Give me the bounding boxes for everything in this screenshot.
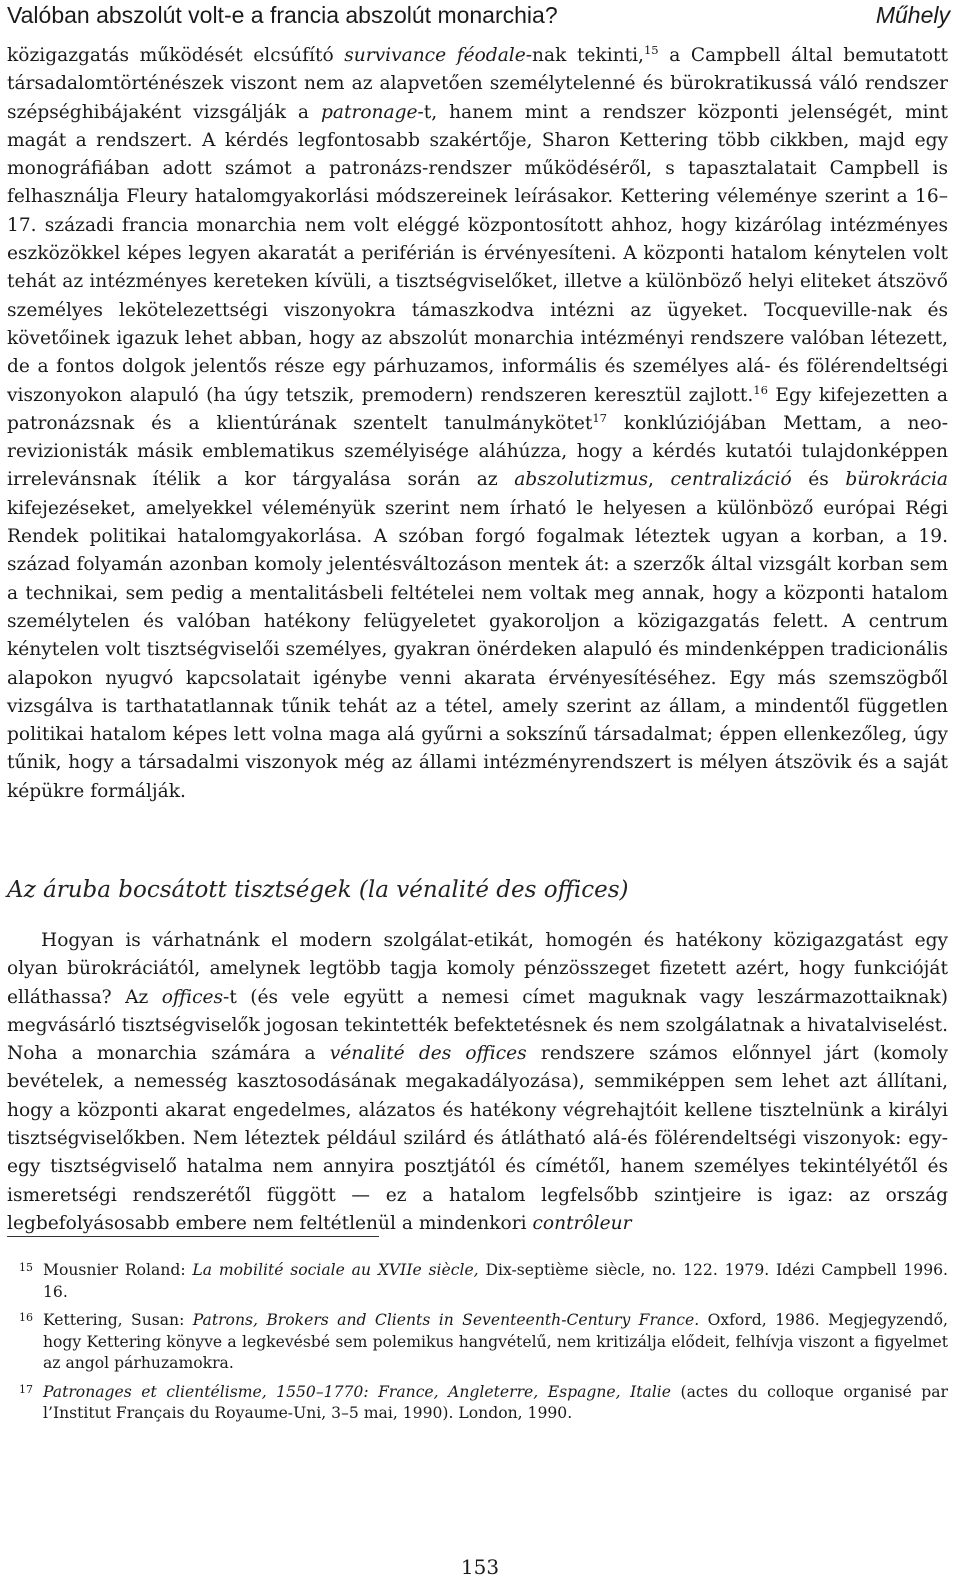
italic-term: abszolutizmus	[514, 469, 649, 491]
footnote-number: 17	[19, 1382, 33, 1396]
italic-term: patronage	[320, 101, 418, 123]
section-heading: Az áruba bocsátott tisztségek (la vénalité des offices)	[7, 877, 629, 903]
footnote-number: 16	[19, 1311, 33, 1324]
footnote-text: (actes du colloque organisé par l’Institut Français du Royaume-Uni, 3–5 mai, 1990). London, 1990.	[43, 1382, 948, 1422]
text-run: közigazgatás működését elcsúfító	[7, 45, 345, 66]
footnote-text: Mousnier Roland:	[43, 1261, 193, 1279]
footnote-ref-16: 16	[753, 382, 768, 397]
footnote-text: Dix-septième siècle, no. 122. 1979. Idézi Campbell 1996. 16.	[43, 1261, 948, 1301]
footnote-17	[7, 1382, 948, 1425]
main-body-text	[7, 42, 948, 806]
text-run: -t, hanem mint a rendszer központi jelenségét, mint magát a rendszert. A kérdés legfontosabb szakértője, Sharon Kettering több cikkben, majd egy monográfiában adott számot a patronázs-rendszer működéséről, s tapasztalatait Campbell is felhasználja Fleury hatalomgyakorlási módszereinek leírásakor. Kettering véleménye szerint a 16–17. századi francia monarchia nem volt eléggé központosított ahhoz, hogy kizárólag intézményes eszközökkel képes legyen akaratát a periférián is érvényesíteni. A központi hatalom kénytelen volt tehát az intézményes kereteken kívüli, a tisztségviselőket, illetve a különböző helyi eliteket átszövő személyes lekötelezettségi viszonyokra támaszkodva intézni az ügyeket. Tocqueville-nak és követőinek igazuk lehet abban, hogy az abszolút monarchia intézményi rendszere valóban létezett, de a fontos dolgok jelentős része egy párhuzamos, informális és személyes alá- és fölérendeltségi viszonyokon alapuló (ha úgy tetszik, premodern) rendszeren keresztül zajlott.	[7, 101, 948, 406]
italic-term: vénalité des offices	[329, 1043, 527, 1065]
footnote-text: Kettering, Susan:	[43, 1311, 193, 1329]
italic-term: centralizáció	[670, 469, 792, 491]
text-run: a Campbell által bemutatott társadalomtörténészek viszont nem az alapvetően személytelenné és bürokratikussá váló rendszer szépséghibájaként vizsgálják a	[7, 45, 948, 123]
italic-term: contrôleur	[532, 1212, 632, 1234]
footnote-16	[7, 1310, 948, 1375]
text-run: és	[791, 469, 846, 491]
running-title: Valóban abszolút volt-e a francia abszolút monarchia?	[7, 2, 558, 28]
paragraph-patronage	[7, 42, 948, 806]
text-run: -t (és vele együtt a nemesi címet maguknak vagy leszármazottaiknak) megvásárló tisztségviselők jogosan tekintették befektetésnek és nem szolgálatnak a hivatalviselést. Noha a monarchia számára a	[7, 986, 948, 1065]
text-run: ,	[648, 469, 671, 491]
text-run: Hogyan is várhatnánk el modern szolgálat-etikát, homogén és hatékony közigazgatást egy olyan bürokráciától, amelynek legtöbb tagja komoly pénzösszeget fizetett azért, hogy funkcióját elláthassa? Az	[7, 930, 948, 1008]
footnote-title: La mobilité sociale au XVIIe siècle,	[192, 1261, 479, 1279]
text-run: rendszere számos előnnyel járt (komoly bevételek, a nemesség kasztosodásának megakadályozása), semmiképpen sem lehet azt állítani, hogy a központi akarat engedelmes, alázatos és hatékony végrehajtóit kellene tisztelnünk a királyi tisztségviselőkben. Nem léteztek például szilárd és átlátható alá-és fölérendeltségi viszonyok: egy-egy tisztségviselő hatalma nem annyira posztjától és címétől, hanem személyes tekintélyétől és ismeretségi rendszerétől függött — ez a hatalom legfelsőbb szintjeire is igaz: az ország legbefolyásosabb embere nem feltétlenül a mindenkori	[7, 1043, 949, 1234]
footnotes	[7, 1260, 948, 1432]
footnote-number: 15	[19, 1261, 33, 1274]
text-run: Egy kifejezetten a patronázsnak és a klientúrának szentelt tanulmánykötet	[7, 384, 949, 434]
footnote-title: Patronages et clientélisme, 1550–1770: France, Angleterre, Espagne, Italie	[43, 1382, 672, 1401]
paragraph-venalite	[7, 927, 948, 1238]
footnote-text: Oxford, 1986. Megjegyzendő, hogy Kettering könyve a legkevésbé sem polemikus hangvételű, nem kritizálja elődeit, felhívja viszont a figyelmet az angol párhuzamokra.	[43, 1311, 948, 1372]
footnote-title: Patrons, Brokers and Clients in Seventeenth-Century France.	[192, 1311, 700, 1329]
italic-term: bürokrácia	[845, 469, 949, 491]
text-run: konklúziójában Mettam, a neo-revizionisták másik emblematikus személyisége aláhúzza, hogy a kérdés kutatói tulajdonképpen irrelevánsnak ítélik a kor tárgyalása során az	[7, 412, 948, 491]
italic-term: offices	[161, 986, 224, 1008]
running-section: Műhely	[875, 2, 950, 28]
page-number: 153	[460, 1555, 500, 1579]
footnote-15	[7, 1260, 948, 1303]
italic-term: survivance féodale	[344, 45, 526, 66]
footnote-ref-17: 17	[592, 410, 608, 425]
section-body-text	[7, 927, 948, 1238]
running-header	[7, 2, 950, 30]
text-run: kifejezéseket, amelyekkel véleményük szerint nem írható le helyesen a különböző európai Régi Rendek politikai hatalomgyakorlása. A szóban forgó fogalmak léteztek ugyan a korban, a 19. század folyamán azonban komoly jelentésváltozáson mentek át: a szerzők által vizsgált korban sem a technikai, sem pedig a mentalitásbeli feltételei nem voltak meg annak, hogy a központi hatalom személytelen és valóban hatékony felügyeletet gyakoroljon a közigazgatás felett. A centrum kénytelen volt tisztségviselői személyes, gyakran önérdeken alapuló és mindenképpen tradicionális alapokon nyugvó kapcsolatait igénybe venni akarata érvényesítéséhez. Egy más szemszögből vizsgálva is tarthatatlannak tűnik tehát az a tétel, amely szerint az állam, a mindentől független politikai hatalom képes lett volna maga alá gyűrni a sokszínű társadalmat; éppen ellenkezőleg, úgy tűnik, hogy a társadalmi viszonyok még az állami intézményrendszert is mélyen átszövik és a saját képükre formálják.	[7, 497, 948, 802]
footnote-separator	[7, 1236, 379, 1237]
text-run: -nak tekinti,	[525, 45, 644, 66]
footnote-ref-15: 15	[643, 42, 659, 57]
